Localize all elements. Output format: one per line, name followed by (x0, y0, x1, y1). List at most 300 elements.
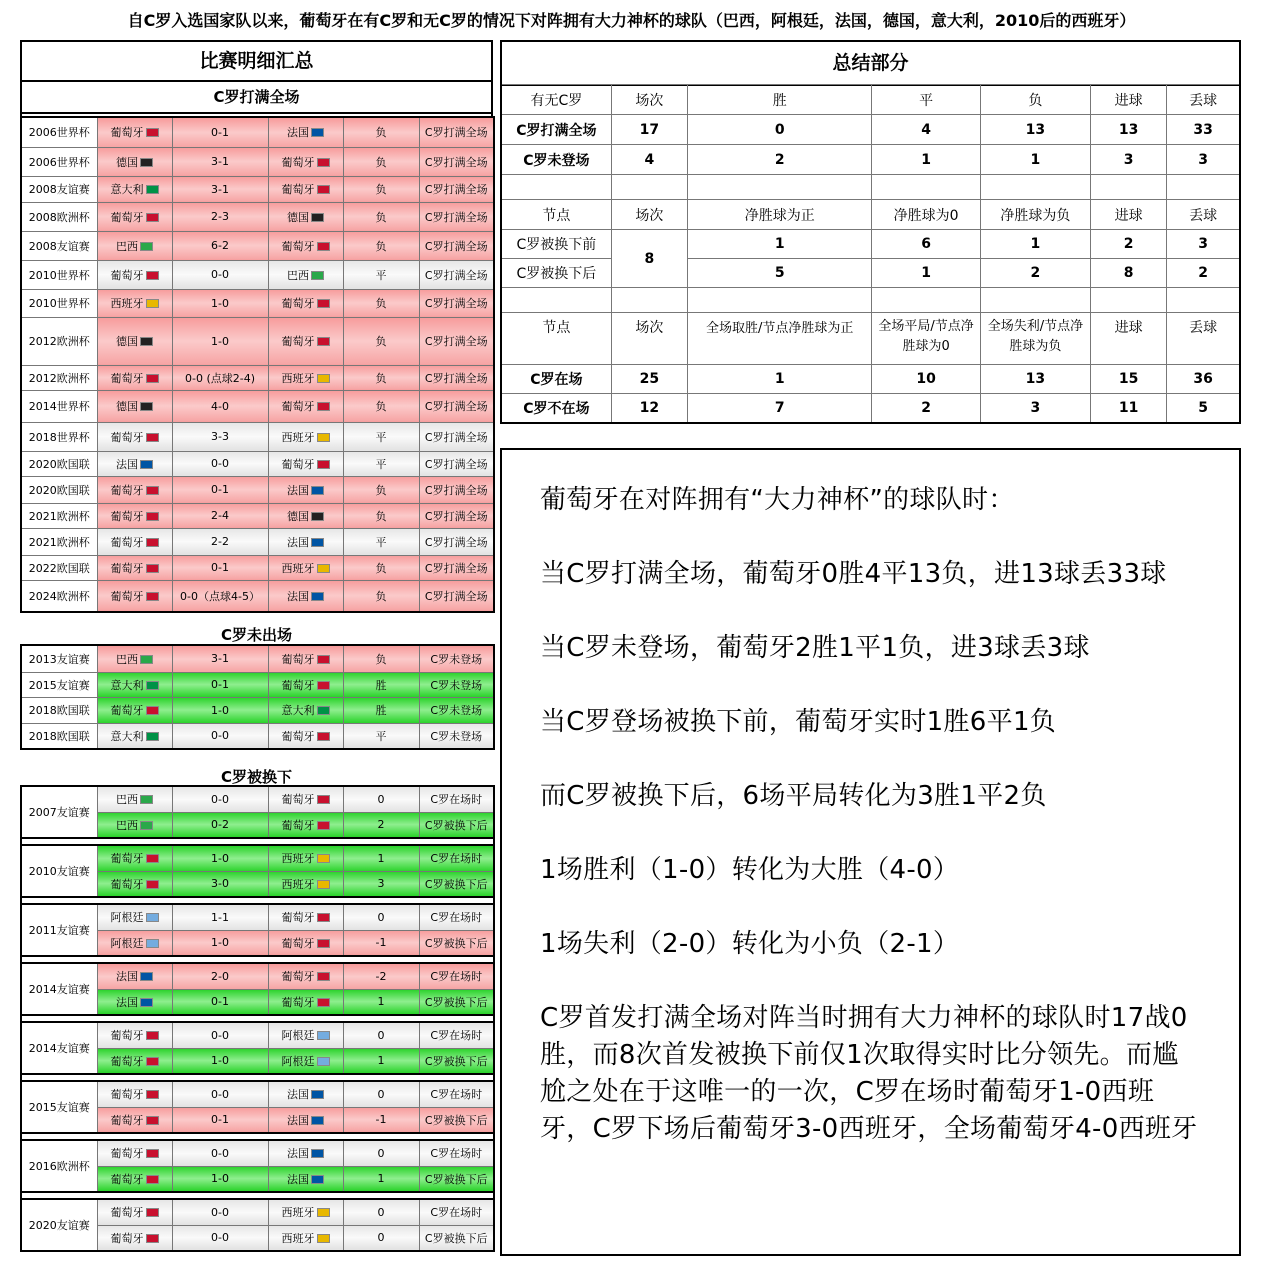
result-cell-text: 负 (375, 183, 387, 196)
home-team-cell-text: 巴西 (116, 652, 138, 666)
summary-row (501, 230, 1240, 259)
score-cell (172, 528, 268, 555)
score-cell-text: 0-0 (211, 1205, 229, 1219)
home-team-cell-text: 葡萄牙 (110, 1231, 144, 1245)
match-row (21, 476, 494, 503)
result-cell-text: 平 (375, 430, 387, 444)
flag-icon (146, 213, 159, 222)
result-cell (343, 117, 419, 147)
group-spacer (21, 956, 494, 963)
goal-diff-cell-text: -1 (375, 936, 387, 950)
home-team-cell (97, 451, 172, 476)
note-cell-text: C罗在场时 (430, 852, 483, 866)
competition-cell-text: 2021欧洲杯 (28, 509, 90, 523)
summary-cell: 3 (1091, 145, 1167, 175)
away-team-cell-text: 葡萄牙 (281, 239, 315, 253)
conclusion-box (500, 448, 1241, 1256)
result-cell-text: 负 (375, 371, 387, 385)
home-team-cell (97, 555, 172, 580)
note-cell-text: C罗被换下后 (424, 818, 488, 832)
competition-cell (21, 231, 97, 260)
score-cell (172, 1140, 268, 1166)
home-team-cell (97, 260, 172, 289)
summary-cell: 3 (980, 394, 1090, 423)
goal-diff-cell-text: 1 (377, 995, 385, 1009)
summary-row (501, 115, 1240, 145)
away-team-cell (268, 1225, 343, 1251)
flag-icon (140, 460, 153, 469)
summary-cell: 2 (688, 145, 872, 175)
competition-cell (21, 555, 97, 580)
score-cell-text: 0-0 (211, 1146, 229, 1160)
flag-icon (317, 880, 330, 889)
home-team-cell-text: 葡萄牙 (110, 1172, 144, 1186)
flag-icon (146, 128, 159, 137)
score-cell-text: 3-3 (211, 430, 229, 443)
competition-cell (21, 317, 97, 365)
note-cell-text: C罗打满全场 (424, 483, 488, 497)
away-team-cell-text: 葡萄牙 (281, 155, 315, 169)
summary-header-cell: 丢球 (1167, 85, 1240, 115)
competition-cell-text: 2014友谊赛 (28, 983, 90, 996)
home-team-cell (97, 1107, 172, 1133)
home-team-cell-text: 巴西 (116, 793, 138, 807)
result-cell (343, 390, 419, 422)
flag-icon (311, 592, 324, 601)
result-cell (343, 476, 419, 503)
home-team-cell-text: 葡萄牙 (110, 1054, 144, 1068)
note-cell-text: C罗打满全场 (424, 535, 488, 549)
note-cell (419, 422, 494, 451)
goal-diff-cell-text: 1 (377, 851, 385, 865)
away-team-cell (268, 1081, 343, 1107)
goal-diff-cell (343, 930, 419, 956)
flag-icon (146, 1031, 159, 1040)
flag-icon (146, 1149, 159, 1158)
home-team-cell-text: 葡萄牙 (110, 126, 144, 140)
note-cell (419, 845, 494, 871)
full-section-title: C罗打满全场 (22, 82, 491, 114)
note-cell-text: C罗被换下后 (424, 995, 488, 1009)
away-team-cell-text: 葡萄牙 (281, 936, 315, 950)
summary-header-cell: 平 (872, 85, 980, 115)
flag-icon (146, 299, 159, 308)
match-row (21, 723, 494, 749)
score-cell-text: 2-2 (211, 535, 229, 548)
flag-icon (146, 732, 159, 741)
result-cell-text: 负 (375, 483, 387, 497)
note-cell (419, 1225, 494, 1251)
group-spacer (21, 838, 494, 845)
result-cell-text: 负 (375, 509, 387, 523)
away-team-cell (268, 904, 343, 930)
conclusion-line: 葡萄牙在对阵拥有“大力神杯”的球队时： (540, 485, 1015, 515)
competition-cell (21, 176, 97, 202)
summary-cell: 17 (611, 115, 687, 145)
result-cell (343, 503, 419, 528)
note-cell-text: C罗打满全场 (424, 239, 488, 253)
note-cell-text: C罗在场时 (430, 911, 483, 925)
conclusion-line: 当C罗打满全场，葡萄牙0胜4平13负，进13球丢33球 (540, 559, 1167, 589)
competition-cell (21, 697, 97, 723)
away-team-cell (268, 117, 343, 147)
score-cell (172, 390, 268, 422)
home-team-cell (97, 1048, 172, 1074)
conclusion-paragraph: C罗首发打满全场对阵当时拥有大力神杯的球队时17战0胜，而8次首发被换下前仅1次取得实时比分领先。而尴尬之处在于这唯一的一次，C罗在场时葡萄牙1-0西班牙，C罗下场后葡萄牙3-0西班牙，全场葡萄牙4-0西班牙 (540, 1003, 1198, 1144)
flag-icon (311, 512, 324, 521)
score-cell (172, 503, 268, 528)
away-team-cell (268, 697, 343, 723)
note-cell (419, 528, 494, 555)
note-cell-text: C罗打满全场 (424, 155, 488, 169)
away-team-cell-text: 西班牙 (281, 877, 315, 891)
note-cell (419, 176, 494, 202)
flag-icon (146, 564, 159, 573)
subbed-section-title: C罗被换下 (220, 768, 292, 786)
summary-cell: 2 (1091, 230, 1167, 259)
flag-icon (140, 402, 153, 411)
score-cell-text: 0-1 (211, 561, 229, 574)
note-cell (419, 1140, 494, 1166)
score-cell (172, 1022, 268, 1048)
flag-icon (317, 1234, 330, 1243)
score-cell-text: 0-1 (211, 995, 229, 1009)
summary-row (501, 145, 1240, 175)
score-cell-text: 3-0 (211, 877, 229, 891)
competition-cell-text: 2008友谊赛 (28, 239, 90, 253)
goal-diff-cell-text: 3 (377, 877, 385, 891)
score-cell (172, 1199, 268, 1225)
score-cell-text: 1-0 (211, 296, 229, 310)
competition-cell (21, 260, 97, 289)
away-team-cell (268, 930, 343, 956)
score-cell-text: 0-0 (211, 457, 229, 470)
away-team-cell (268, 176, 343, 202)
flag-icon (317, 854, 330, 863)
away-team-cell-text: 西班牙 (281, 1206, 315, 1220)
away-team-cell (268, 260, 343, 289)
home-team-cell-text: 德国 (116, 155, 138, 169)
competition-cell-text: 2010世界杯 (28, 268, 90, 282)
goal-diff-cell (343, 1140, 419, 1166)
home-team-cell-text: 葡萄牙 (110, 483, 144, 497)
note-cell (419, 231, 494, 260)
away-team-cell-text: 葡萄牙 (281, 729, 315, 743)
competition-cell-text: 2015友谊赛 (28, 678, 90, 692)
note-cell-text: C罗被换下后 (424, 1172, 488, 1186)
match-row (21, 580, 494, 612)
summary-header-cell: 场次 (611, 313, 687, 365)
note-cell-text: C罗在场时 (430, 1206, 483, 1220)
summary-cell: 8 (1091, 259, 1167, 288)
away-team-cell (268, 1140, 343, 1166)
summary-cell: C罗被换下后 (501, 259, 611, 288)
away-team-cell-text: 葡萄牙 (281, 995, 315, 1009)
score-cell (172, 1048, 268, 1074)
score-cell (172, 476, 268, 503)
left-panel-title: 比赛明细汇总 (22, 42, 491, 82)
score-cell-text: 3-1 (211, 155, 229, 168)
flag-icon (140, 972, 153, 981)
flag-icon (317, 337, 330, 346)
summary-cell: 4 (611, 145, 687, 175)
summary-header-cell: 节点 (501, 313, 611, 365)
left-panel-header (20, 40, 493, 118)
score-cell (172, 963, 268, 989)
summary-cell: 1 (872, 259, 980, 288)
result-cell (343, 451, 419, 476)
match-row (21, 147, 494, 176)
flag-icon (140, 998, 153, 1007)
competition-cell (21, 904, 97, 956)
goal-diff-cell-text: 0 (377, 1205, 385, 1219)
away-team-cell-text: 法国 (287, 1113, 309, 1127)
flag-icon (317, 972, 330, 981)
home-team-cell-text: 葡萄牙 (110, 430, 144, 444)
home-team-cell-text: 法国 (116, 995, 138, 1009)
note-cell-text: C罗被换下后 (424, 936, 488, 950)
score-cell-text: 0-2 (211, 818, 229, 832)
match-row (21, 697, 494, 723)
summary-cell: 11 (1091, 394, 1167, 423)
result-cell (343, 176, 419, 202)
competition-cell-text: 2024欧洲杯 (28, 589, 90, 603)
flag-icon (317, 681, 330, 690)
home-team-cell-text: 葡萄牙 (110, 1029, 144, 1043)
note-cell (419, 672, 494, 697)
flag-icon (311, 538, 324, 547)
flag-icon (317, 706, 330, 715)
summary-header-cell: 进球 (1091, 313, 1167, 365)
score-cell-text: 6-2 (211, 239, 229, 252)
result-cell-text: 负 (375, 239, 387, 253)
flag-icon (311, 128, 324, 137)
match-row (21, 176, 494, 202)
note-cell (419, 1048, 494, 1074)
flag-icon (146, 592, 159, 601)
note-cell-text: C罗打满全场 (424, 457, 488, 471)
away-team-cell-text: 葡萄牙 (281, 793, 315, 807)
competition-cell (21, 1199, 97, 1251)
home-team-cell-text: 意大利 (110, 183, 144, 196)
summary-cell: C罗被换下前 (501, 230, 611, 259)
note-cell (419, 476, 494, 503)
result-cell (343, 723, 419, 749)
summary-header-3 (501, 313, 1240, 365)
competition-cell-text: 2010友谊赛 (28, 865, 90, 878)
home-team-cell-text: 葡萄牙 (110, 1206, 144, 1220)
away-team-cell-text: 西班牙 (281, 430, 315, 444)
away-team-cell (268, 989, 343, 1015)
absent-match-table (20, 644, 495, 750)
score-cell (172, 672, 268, 697)
away-team-cell (268, 871, 343, 897)
score-cell-text: 2-4 (211, 509, 229, 522)
summary-header-cell: 全场平局/节点净胜球为0 (872, 313, 980, 365)
competition-cell-text: 2011友谊赛 (28, 924, 90, 937)
flag-icon (140, 795, 153, 804)
note-cell-text: C罗在场时 (430, 970, 483, 984)
flag-icon (311, 1090, 324, 1099)
flag-icon (146, 880, 159, 889)
competition-cell-text: 2020欧国联 (28, 483, 90, 497)
score-cell (172, 723, 268, 749)
note-cell (419, 930, 494, 956)
summary-cell: 25 (611, 365, 687, 394)
score-cell (172, 289, 268, 317)
note-cell (419, 1081, 494, 1107)
goal-diff-cell (343, 1166, 419, 1192)
flag-icon (311, 1116, 324, 1125)
away-team-cell (268, 1107, 343, 1133)
competition-cell (21, 723, 97, 749)
summary-cell: 3 (1167, 145, 1240, 175)
away-team-cell (268, 1199, 343, 1225)
competition-cell (21, 451, 97, 476)
result-cell (343, 202, 419, 231)
result-cell (343, 697, 419, 723)
flag-icon (146, 1208, 159, 1217)
result-cell (343, 317, 419, 365)
home-team-cell (97, 476, 172, 503)
goal-diff-cell-text: -1 (375, 1113, 387, 1127)
goal-diff-cell-text: 1 (377, 1172, 385, 1186)
competition-cell (21, 1022, 97, 1074)
summary-cell: 6 (872, 230, 980, 259)
result-cell (343, 422, 419, 451)
summary-header-cell: 场次 (611, 85, 687, 115)
goal-diff-cell (343, 845, 419, 871)
summary-header-cell: 净胜球为负 (980, 200, 1090, 230)
summary-header-cell: 净胜球为0 (872, 200, 980, 230)
score-cell (172, 147, 268, 176)
home-team-cell-text: 葡萄牙 (110, 268, 144, 282)
competition-cell (21, 1081, 97, 1133)
score-cell (172, 451, 268, 476)
away-team-cell-text: 葡萄牙 (281, 652, 315, 666)
score-cell-text: 0-0 (211, 729, 229, 743)
goal-diff-cell (343, 812, 419, 838)
match-row (21, 317, 494, 365)
goal-diff-cell-text: 2 (377, 818, 385, 832)
note-cell (419, 289, 494, 317)
flag-icon (311, 1175, 324, 1184)
note-cell (419, 645, 494, 672)
summary-header-cell: 丢球 (1167, 313, 1240, 365)
away-team-cell (268, 672, 343, 697)
away-team-cell-text: 葡萄牙 (281, 818, 315, 832)
note-cell (419, 871, 494, 897)
goal-diff-cell-text: 0 (377, 1146, 385, 1160)
score-cell-text: 1-0 (211, 1054, 229, 1068)
result-cell-text: 平 (375, 535, 387, 549)
competition-cell (21, 503, 97, 528)
competition-cell (21, 528, 97, 555)
note-cell (419, 1022, 494, 1048)
result-cell-text: 胜 (375, 704, 387, 717)
home-team-cell (97, 1081, 172, 1107)
score-cell (172, 645, 268, 672)
score-cell (172, 989, 268, 1015)
away-team-cell-text: 法国 (287, 1088, 309, 1102)
note-cell (419, 365, 494, 390)
away-team-cell (268, 812, 343, 838)
note-cell-text: C罗打满全场 (424, 509, 488, 523)
match-row (21, 645, 494, 672)
summary-cell: 33 (1167, 115, 1240, 145)
flag-icon (146, 1057, 159, 1066)
page-title: 自C罗入选国家队以来，葡萄牙在有C罗和无C罗的情况下对阵拥有大力神杯的球队（巴西，阿根廷，法国，德国，意大利，2010后的西班牙） (127, 11, 1136, 30)
match-row (21, 451, 494, 476)
substitution-row (21, 1140, 494, 1166)
summary-header-cell: 节点 (501, 200, 611, 230)
goal-diff-cell-text: 0 (377, 910, 385, 924)
summary-header-cell: 净胜球为正 (688, 200, 872, 230)
flag-icon (146, 939, 159, 948)
goal-diff-cell (343, 1225, 419, 1251)
note-cell-text: C罗被换下后 (424, 1231, 488, 1245)
away-team-cell-text: 法国 (287, 483, 309, 497)
summary-cell: 13 (980, 365, 1090, 394)
group-spacer (21, 1015, 494, 1022)
result-cell-text: 负 (375, 210, 387, 224)
home-team-cell-text: 葡萄牙 (110, 561, 144, 575)
away-team-cell-text: 德国 (287, 509, 309, 523)
score-cell-text: 0-1 (211, 125, 229, 139)
flag-icon (317, 1057, 330, 1066)
home-team-cell-text: 葡萄牙 (110, 704, 144, 717)
home-team-cell (97, 697, 172, 723)
flag-icon (317, 655, 330, 664)
full-match-table (20, 116, 495, 613)
home-team-cell (97, 904, 172, 930)
summary-header-cell: 有无C罗 (501, 85, 611, 115)
away-team-cell-text: 葡萄牙 (281, 678, 315, 692)
summary-cell: 15 (1091, 365, 1167, 394)
goal-diff-cell (343, 1107, 419, 1133)
summary-cell: 2 (872, 394, 980, 423)
note-cell-text: C罗在场时 (430, 1088, 483, 1102)
away-team-cell-text: 葡萄牙 (281, 400, 315, 413)
summary-cell: 4 (872, 115, 980, 145)
away-team-cell (268, 365, 343, 390)
competition-cell-text: 2012欧洲杯 (28, 371, 90, 385)
away-team-cell-text: 西班牙 (281, 561, 315, 575)
note-cell (419, 1199, 494, 1225)
home-team-cell-text: 意大利 (110, 678, 144, 692)
away-team-cell (268, 317, 343, 365)
flag-icon (317, 242, 330, 251)
summary-cell: 1 (872, 145, 980, 175)
away-team-cell-text: 巴西 (287, 268, 309, 282)
note-cell (419, 117, 494, 147)
summary-header-cell: 场次 (611, 200, 687, 230)
home-team-cell (97, 202, 172, 231)
goal-diff-cell (343, 871, 419, 897)
score-cell-text: 1-0 (211, 851, 229, 865)
score-cell (172, 904, 268, 930)
score-cell (172, 1081, 268, 1107)
away-team-cell-text: 葡萄牙 (281, 970, 315, 984)
home-team-cell-text: 葡萄牙 (110, 852, 144, 866)
home-team-cell (97, 503, 172, 528)
flag-icon (146, 913, 159, 922)
score-cell-text: 1-1 (211, 910, 229, 924)
flag-icon (146, 1234, 159, 1243)
score-cell (172, 422, 268, 451)
away-team-cell (268, 528, 343, 555)
home-team-cell-text: 葡萄牙 (110, 1113, 144, 1127)
